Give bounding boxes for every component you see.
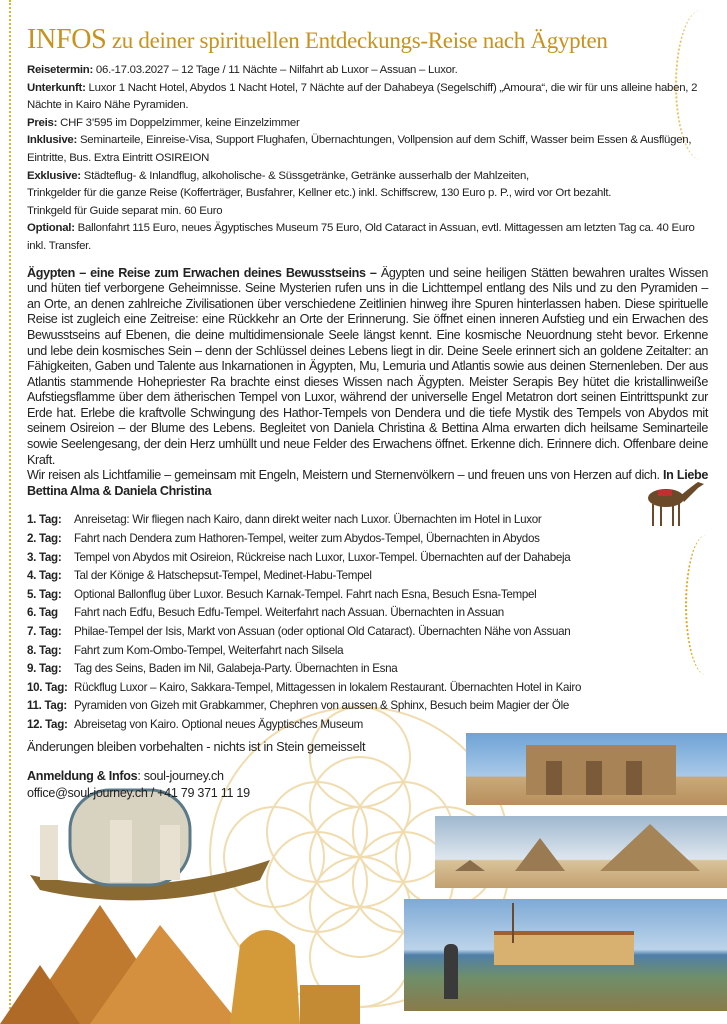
changes-note: Änderungen bleiben vorbehalten - nichts ist in Stein gemeisselt xyxy=(27,738,366,754)
itinerary-text: Tag des Seins, Baden im Nil, Galabeja-Party. Übernachten in Esna xyxy=(74,662,398,676)
itinerary-item xyxy=(27,642,627,661)
itinerary-text: Anreisetag: Wir fliegen nach Kairo, dann direkt weiter nach Luxor. Übernachten im Hotel in Luxor xyxy=(74,513,542,527)
info-unterkunft: Unterkunft: Luxor 1 Nacht Hotel, Abydos 1 Nacht Hotel, 7 Nächte auf der Dahabeya (Segelschiff) „Amoura“, die wir für uns alleine haben, 2 Nächte in Kairo Nähe Pyramiden. xyxy=(27,81,698,112)
contact-block: Anmeldung & Infos: soul-journey.ch office@soul-journey.ch / +41 79 371 11 19 xyxy=(27,768,427,803)
itinerary-day: 10. Tag: xyxy=(27,680,68,694)
itinerary-item xyxy=(27,660,627,679)
sphinx-icon xyxy=(230,930,300,1024)
itinerary-day: 4. Tag: xyxy=(27,569,62,583)
itinerary-item xyxy=(27,604,627,623)
itinerary-day: 2. Tag: xyxy=(27,532,62,546)
itinerary-text: Tempel von Abydos mit Osireion, Rückreise nach Luxor, Luxor-Tempel. Übernachten auf der Dahabeja xyxy=(74,550,571,564)
itinerary-text: Tal der Könige & Hatschepsut-Tempel, Medinet-Habu-Tempel xyxy=(74,569,372,583)
itinerary-text: Philae-Tempel der Isis, Markt von Assuan (oder optional Old Cataract). Übernachten Nähe von Assuan xyxy=(74,625,571,638)
itinerary-text: Pyramiden von Gizeh mit Grabkammer, Chephren von aussen & Sphinx, Besuch beim Magier der Öle xyxy=(74,699,570,713)
trip-info xyxy=(27,62,708,256)
itinerary-text: Fahrt zum Kom-Ombo-Tempel, Weiterfahrt nach Silsela xyxy=(74,643,344,657)
itinerary-text: Abreisetag von Kairo. Optional neues Ägyptisches Museum xyxy=(74,717,363,731)
itinerary-item xyxy=(27,586,627,605)
itinerary-item xyxy=(27,511,627,530)
info-trinkgelder: Trinkgelder für die ganze Reise (Kofferträger, Busfahrer, Kellner etc.) inkl. Schiffscrew, 130 Euro p. P., wird vor Ort bezahlt. xyxy=(27,187,612,200)
itinerary-item xyxy=(27,716,627,735)
intro-paragraph: Ägypten – eine Reise zum Erwachen deines Bewusstseins – Ägypten und seine heiligen Stätten bewahren uraltes Wissen und hüten tief verborgene Geheimnisse. Seine Mysterien rufen uns in die Lichttempel entlang des Nils und zu den Pyramiden – an Orte, an denen zahlreiche Zivilisationen über verschiedene Zeitlinien hinweg ihre Spuren hinterlassen haben. Diese spirituelle Reise ist zugleich eine Zeitreise: eine Rückkehr an Orte der Erinnerung. Sie öffnet einen inneren Aufstieg und ein Erwachen des Bewusstseins auf Ebenen, die deine multidimensionale Seele längst kennt. Eine kosmische Neuordnung steht bevor. Erkenne und lebe dein kosmisches Sein – denn der Schlüssel deines Lebens liegt in dir. Deine Seele erinnert sich an goldene Zeitalter: an Fähigkeiten, Gaben und Talente aus Inkarnationen in Ägypten, Mu, Lemuria und Atlantis sowie aus deinen Sternenleben. Der aus Atlantis stammende Hohepriester Ra brachte einst dieses Wissen nach Ägypten. Meister Serapis Bey hütet die kristallinweiße Aufstiegsflamme über dem ätherischen Tempel von Luxor, während der universelle Engel Metatron dort seinen Eintrittspunkt zur Erde hat. Erlebe die kraftvolle Schwingung des Hathor-Tempels von Dendera und die tiefe Mystik des Tempels von Abydos mit seinem Osireion – der Blume des Lebens. Begleitet von Daniela Christina & Bettina Alma erwarten dich heilsame Seminarteile sowie Seelengesang, der dein Herz umhüllt und neue Felder des Erwachens öffnet. Erkenne dich. Erinnere dich. Offenbare deine Kraft. Wir reisen als Lichtfamilie – gemeinsam mit Engeln, Meistern und Sternenvölkern – und freuen uns von Herzen auf dich. In Liebe Bettina Alma & Daniela Christina xyxy=(27,265,708,498)
itinerary-day: 6. Tag xyxy=(27,606,58,620)
itinerary-day: 8. Tag: xyxy=(27,643,62,657)
itinerary-day: 1. Tag: xyxy=(27,513,62,527)
itinerary-item xyxy=(27,567,627,586)
info-exklusive: Exklusive: Städteflug- & Inlandflug, alkoholische- & Süssgetränke, Getränke ausserhalb der Mahlzeiten, xyxy=(27,169,529,182)
info-reisetermin: Reisetermin: 06.-17.03.2027 – 12 Tage / 11 Nächte – Nilfahrt ab Luxor – Assuan – Luxor. xyxy=(27,64,458,76)
info-inklusive: Inklusive: Seminarteile, Einreise-Visa, Support Flughafen, Übernachtungen, Vollpension auf dem Schiff, Wasser beim Essen & Ausflügen, Eintritte, Bus. Extra Eintritt OSIREION xyxy=(27,134,692,164)
email-phone[interactable]: office@soul-journey.ch / +41 79 371 11 19 xyxy=(27,786,250,801)
itinerary-day: 9. Tag: xyxy=(27,662,62,676)
itinerary-day: 12. Tag: xyxy=(27,717,68,731)
itinerary-day: 7. Tag: xyxy=(27,625,62,638)
itinerary-text: Rückflug Luxor – Kairo, Sakkara-Tempel, Mittagessen in lokalem Restaurant. Übernachten Hotel in Kairo xyxy=(74,680,582,694)
itinerary-day: 11. Tag: xyxy=(27,699,67,713)
info-preis: Preis: CHF 3’595 im Doppelzimmer, keine Einzelzimmer xyxy=(27,116,300,129)
itinerary-item xyxy=(27,623,627,642)
info-optional: Optional: Ballonfahrt 115 Euro, neues Ägyptisches Museum 75 Euro, Old Cataract in Assuan, evtl. Mittagessen am letzten Tag ca. 40 Euro inkl. Transfer. xyxy=(27,222,695,252)
itinerary-text: Fahrt nach Edfu, Besuch Edfu-Tempel. Weiterfahrt nach Assuan. Übernachten in Assuan xyxy=(74,606,504,620)
itinerary-item xyxy=(27,549,627,568)
itinerary-list xyxy=(27,511,627,734)
egypt-illustration xyxy=(0,780,380,1024)
info-trinkgeld-guide: Trinkgeld für Guide separat min. 60 Euro xyxy=(27,204,223,217)
itinerary-text: Optional Ballonflug über Luxor. Besuch Karnak-Tempel. Fahrt nach Esna, Besuch Esna-Tempel xyxy=(74,587,537,601)
itinerary-item xyxy=(27,697,627,716)
pyramids-photo xyxy=(435,816,727,888)
itinerary-item xyxy=(27,530,627,549)
flyer-content xyxy=(27,0,708,803)
signature: In Liebe Bettina Alma & Daniela Christina xyxy=(27,468,708,498)
itinerary-text: Fahrt nach Dendera zum Hathoren-Tempel, weiter zum Abydos-Tempel, Übernachten in Abydos xyxy=(74,532,540,546)
itinerary-day: 3. Tag: xyxy=(27,550,62,564)
itinerary-item xyxy=(27,679,627,698)
itinerary-day: 5. Tag: xyxy=(27,587,62,601)
dahabeya-boat-photo xyxy=(404,899,727,1011)
website-link[interactable]: : soul-journey.ch xyxy=(137,768,224,783)
page-title: INFOS zu deiner spirituellen Entdeckungs-Reise nach Ägypten xyxy=(27,24,608,55)
